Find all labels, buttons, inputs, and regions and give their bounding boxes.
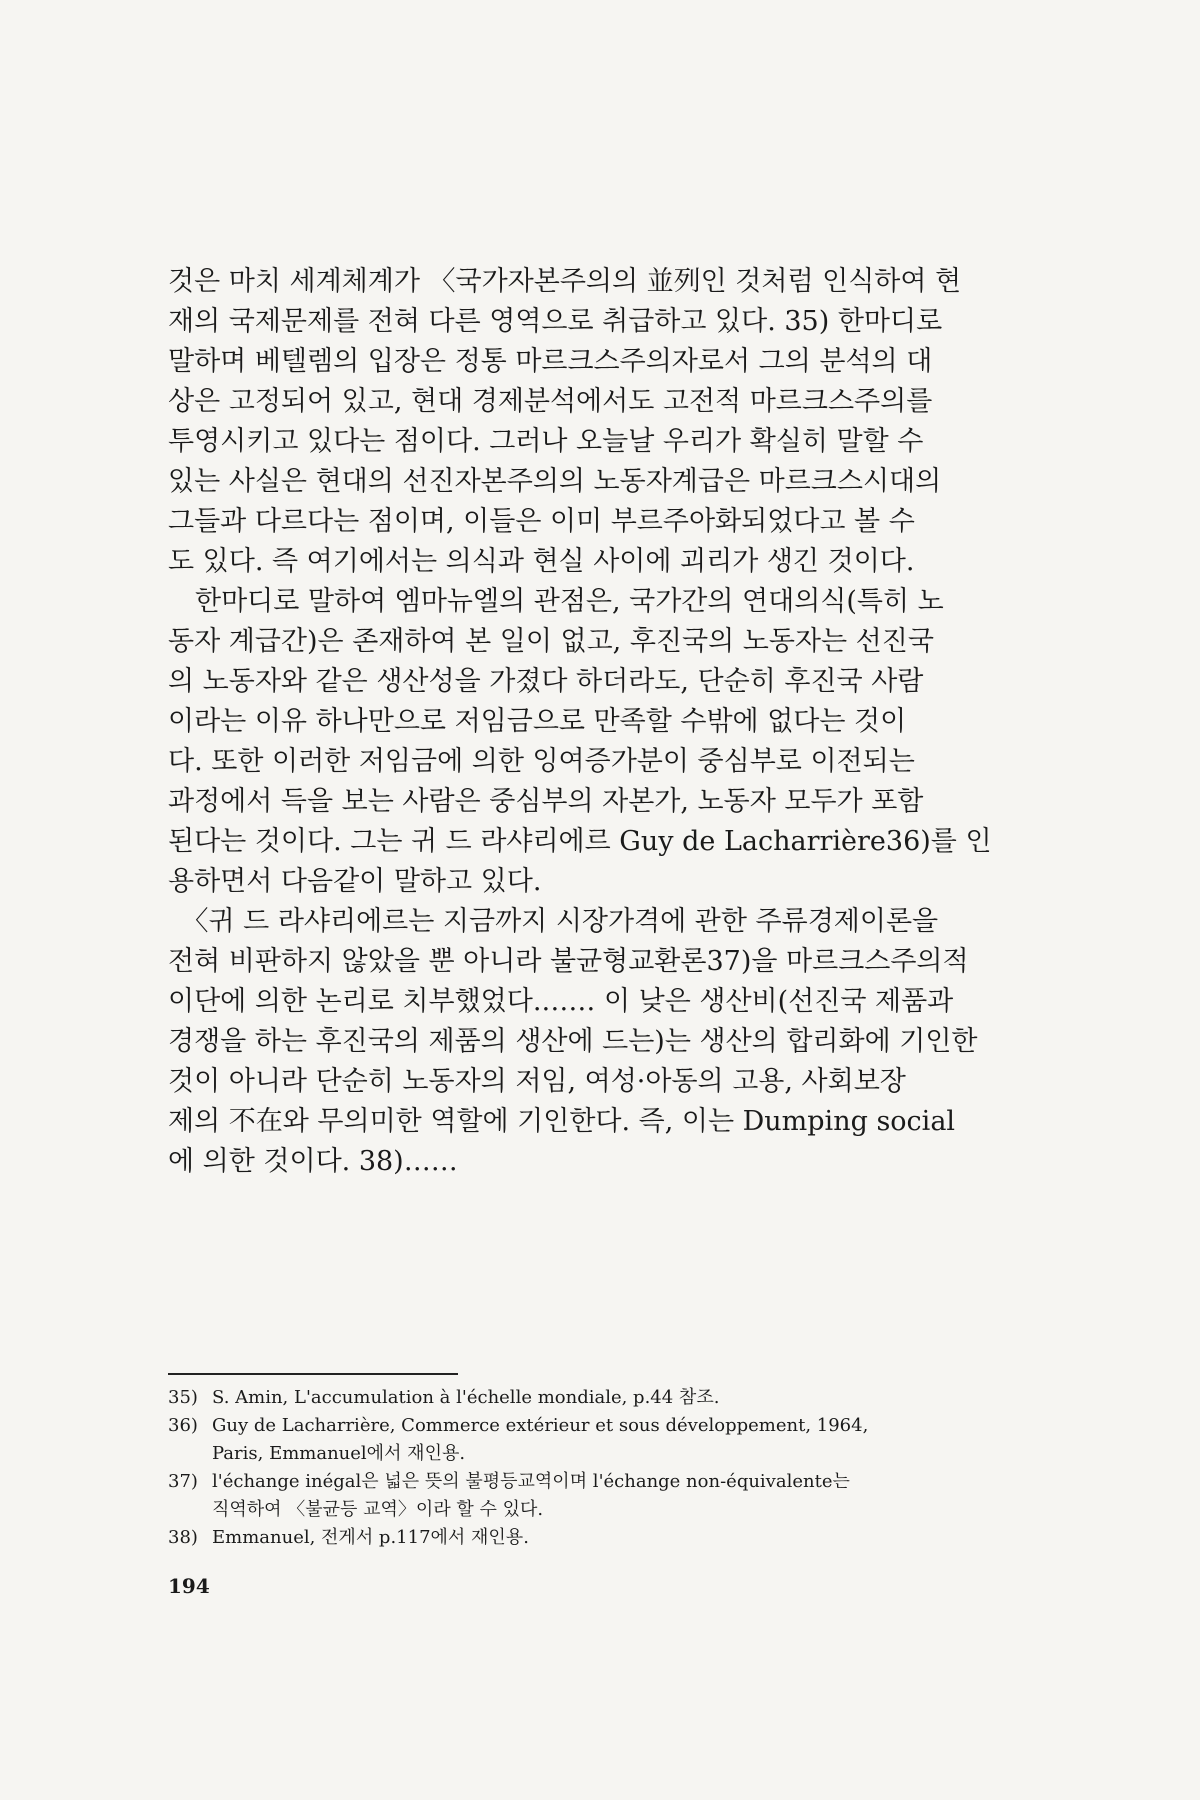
body-line: 것은 마치 세계체계가 〈국가자본주의의 並列인 것처럼 인식하여 현 [168, 266, 962, 297]
footnote-line: S. Amin, L'accumulation à l'échelle mondiale, p.44 참조. [212, 1387, 720, 1408]
body-line: 이단에 의한 논리로 치부했었다.…… 이 낮은 생산비(선진국 제품과 [168, 986, 954, 1017]
body-line: 한마디로 말하여 엠마뉴엘의 관점은, 국가간의 연대의식(특히 노 [168, 586, 944, 617]
body-line: 재의 국제문제를 전혀 다른 영역으로 취급하고 있다. 35) 한마디로 [168, 306, 943, 337]
footnote-line: Emmanuel, 전게서 p.117에서 재인용. [212, 1527, 529, 1548]
footnote-text [212, 1384, 1036, 1412]
body-line: 경쟁을 하는 후진국의 제품의 생산에 드는)는 생산의 합리화에 기인한 [168, 1026, 978, 1057]
footnote [168, 1384, 1036, 1412]
footnote [168, 1524, 1036, 1552]
body-line: 용하면서 다음같이 말하고 있다. [168, 866, 542, 897]
body-line: 상은 고정되어 있고, 현대 경제분석에서도 고전적 마르크스주의를 [168, 386, 933, 417]
body-line: 것이 아니라 단순히 노동자의 저임, 여성·아동의 고용, 사회보장 [168, 1066, 906, 1097]
footnote-number: 37) [168, 1471, 198, 1492]
body-line: 과정에서 득을 보는 사람은 중심부의 자본가, 노동자 모두가 포함 [168, 786, 924, 817]
footnote-line: l'échange inégal은 넓은 뜻의 불평등교역이며 l'échange non-équivalente는 [212, 1471, 850, 1492]
body-text [168, 262, 1036, 1182]
body-line: 제의 不在와 무의미한 역할에 기인한다. 즉, 이는 Dumping social [168, 1106, 956, 1137]
footnote-line: 직역하여 〈불균등 교역〉이라 할 수 있다. [212, 1499, 544, 1520]
body-line: 도 있다. 즉 여기에서는 의식과 현실 사이에 괴리가 생긴 것이다. [168, 546, 915, 577]
body-line: 의 노동자와 같은 생산성을 가졌다 하더라도, 단순히 후진국 사람 [168, 666, 924, 697]
footnote [168, 1468, 1036, 1524]
footnote-number: 36) [168, 1415, 198, 1436]
footnote-number: 38) [168, 1527, 198, 1548]
footnote-number: 35) [168, 1387, 198, 1408]
body-line: 동자 계급간)은 존재하여 본 일이 없고, 후진국의 노동자는 선진국 [168, 626, 934, 657]
footnote-line: Guy de Lacharrière, Commerce extérieur et sous développement, 1964, [212, 1415, 869, 1436]
footnote-text [212, 1412, 1036, 1468]
footnote-line: Paris, Emmanuel에서 재인용. [212, 1443, 466, 1464]
body-line: 에 의한 것이다. 38)…… [168, 1146, 458, 1177]
body-line: 그들과 다르다는 점이며, 이들은 이미 부르주아화되었다고 볼 수 [168, 506, 915, 537]
body-line: 된다는 것이다. 그는 귀 드 라샤리에르 Guy de Lacharrière36)를 인 [168, 826, 992, 857]
footnotes [168, 1384, 1036, 1552]
body-line: 투영시키고 있다는 점이다. 그러나 오늘날 우리가 확실히 말할 수 [168, 426, 924, 457]
page-number: 194 [168, 1574, 210, 1598]
body-line: 있는 사실은 현대의 선진자본주의의 노동자계급은 마르크스시대의 [168, 466, 942, 497]
footnote-text [212, 1468, 1036, 1524]
body-line: 이라는 이유 하나만으로 저임금으로 만족할 수밖에 없다는 것이 [168, 706, 907, 737]
footnote [168, 1412, 1036, 1468]
footnote-text [212, 1524, 1036, 1552]
body-line: 〈귀 드 라샤리에르는 지금까지 시장가격에 관한 주류경제이론을 [168, 906, 939, 937]
footnote-divider [168, 1373, 458, 1375]
body-line: 전혀 비판하지 않았을 뿐 아니라 불균형교환론37)을 마르크스주의적 [168, 946, 969, 977]
body-line: 말하며 베텔렘의 입장은 정통 마르크스주의자로서 그의 분석의 대 [168, 346, 933, 377]
body-line: 다. 또한 이러한 저임금에 의한 잉여증가분이 중심부로 이전되는 [168, 746, 915, 777]
